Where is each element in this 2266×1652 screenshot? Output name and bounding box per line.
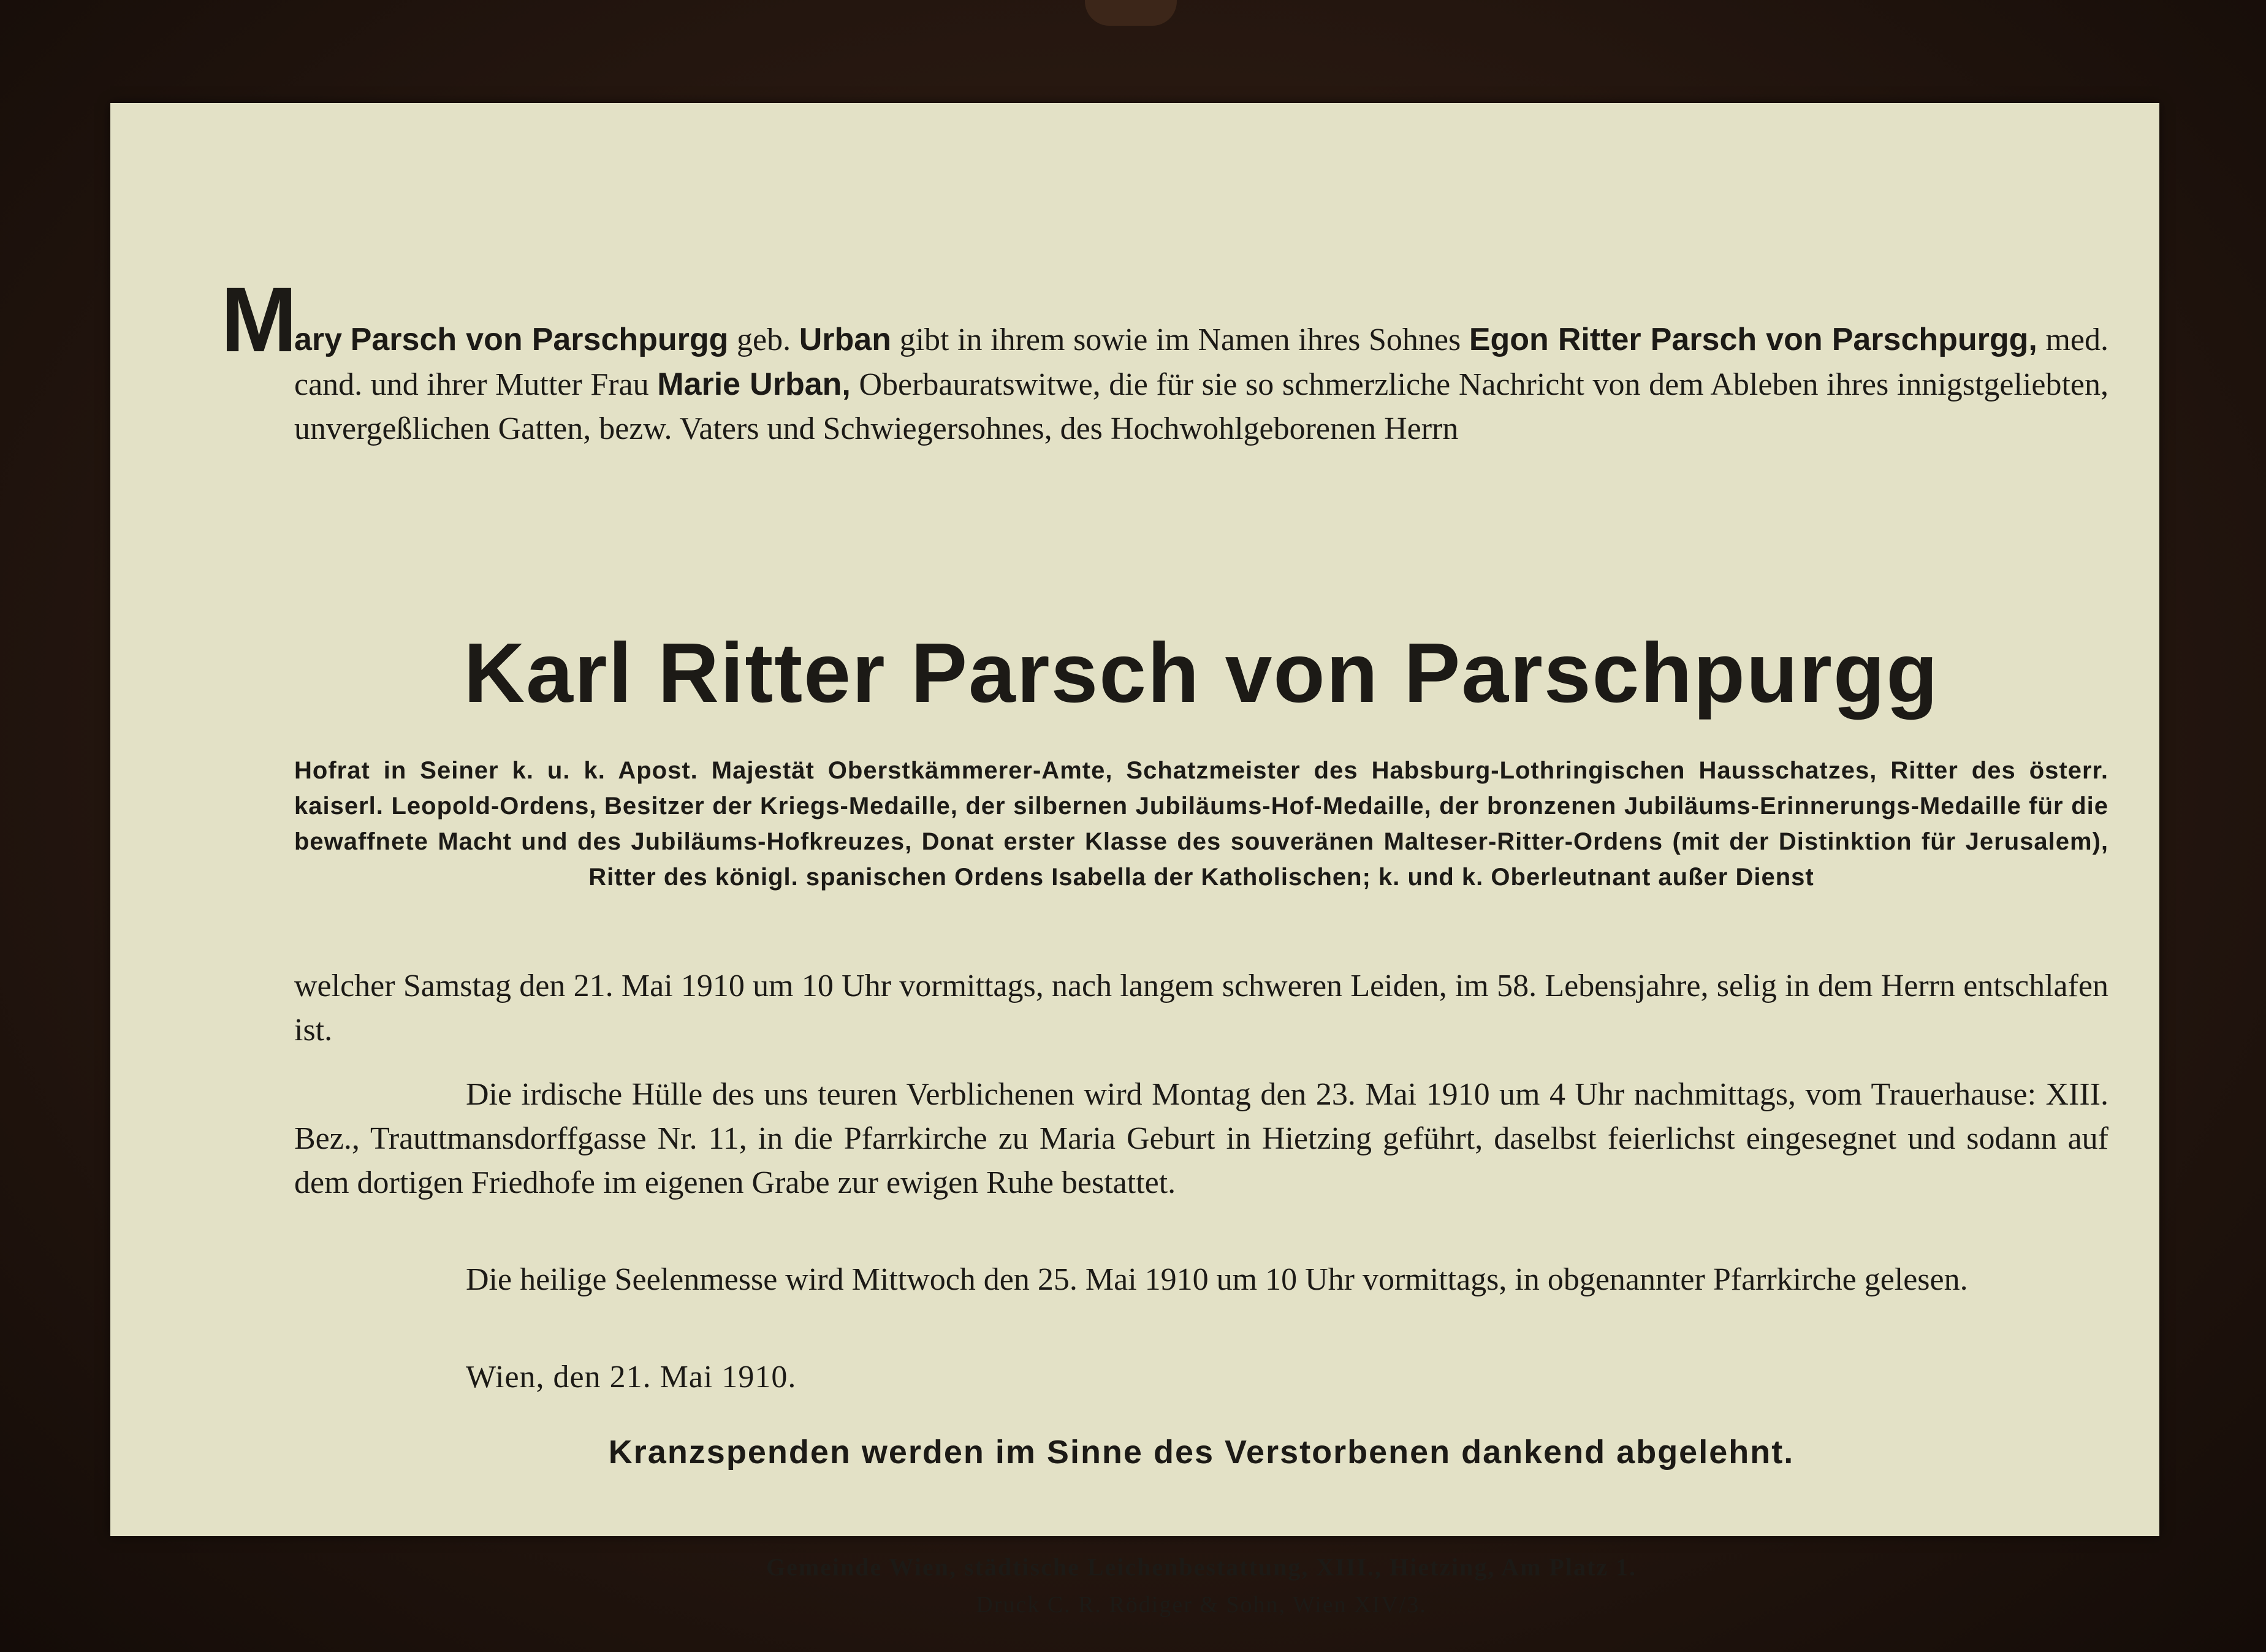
intro-text-4: Oberbauratswitwe, die für sie so schmerzliche Nachricht von dem Ableben ihres innigstgeliebten, unvergeßlichen Gatten, bezw. Vaters und Schwiegersohnes, des Hochwohlgeborenen Herrn — [294, 367, 2108, 446]
intro-text-3: med. cand. und ihrer Mutter Frau — [294, 322, 2109, 402]
undertaker-line: Gemeinde Wien, städtische Leichenbestattung, XIII., Hietzing, Am Platz 1. — [766, 1553, 1637, 1581]
death-paragraph: welcher Samstag den 21. Mai 1910 um 10 Uhr vormittags, nach langem schweren Leiden, im 58. Lebensjahre, selig in dem Herrn entschlafen ist. — [294, 969, 2108, 1048]
maiden-name: Urban — [799, 322, 891, 357]
mother-name: Marie Urban, — [657, 367, 851, 402]
wreath-note: Kranzspenden werden im Sinne des Verstorbenen dankend abgelehnt. — [608, 1434, 1795, 1471]
place-date: Wien, den 21. Mai 1910. — [466, 1360, 797, 1395]
mass-paragraph: Die heilige Seelenmesse wird Mittwoch den 25. Mai 1910 um 10 Uhr vormittags, in obgenannter Pfarrkirche gelesen. — [466, 1262, 1968, 1297]
intro-text-2: gibt in ihrem sowie im Namen ihres Sohnes — [891, 322, 1469, 357]
frame-top-ornament — [1085, 0, 1177, 26]
printer-line: Druck C. R. Rödiger & Sohn, Wien XIV/3. — [976, 1592, 1427, 1618]
widow-name: Parsch von Parschpurgg — [350, 322, 729, 357]
drop-cap: M — [221, 268, 294, 371]
intro-rest: ary — [294, 322, 343, 357]
deceased-name: Karl Ritter Parsch von Parschpurgg — [463, 626, 1939, 720]
deceased-titles: Hofrat in Seiner k. u. k. Apost. Majestät Oberstkämmerer-Amte, Schatzmeister des Habsburg-Lothringischen Hausschatzes, Ritter des österr. kaiserl. Leopold-Ordens, Besitzer der Kriegs-Medaille, der silbernen Jubiläums-Hof-Medaille, der bronzenen Jubiläums-Erinnerungs-Medaille für die bewaffnete Macht und des Jubiläums-Hofkreuzes, Donat erster Klasse des souveränen Malteser-Ritter-Ordens (mit der Distinktion für Jerusalem), Ritter des königl. spanischen Ordens Isabella der Katholischen; k. und k. Oberleutnant außer Dienst — [294, 757, 2108, 891]
intro-paragraph — [294, 318, 2108, 451]
funeral-paragraph: Die irdische Hülle des uns teuren Verblichenen wird Montag den 23. Mai 1910 um 4 Uhr nachmittags, vom Trauerhause: XIII. Bez., Trauttmansdorffgasse Nr. 11, in die Pfarrkirche zu Maria Geburt in Hietzing geführt, daselbst feierlichst eingesegnet und sodann auf dem dortigen Friedhofe im eigenen Grabe zur ewigen Ruhe bestattet. — [294, 1077, 2108, 1200]
death-notice-card — [110, 103, 2159, 1618]
intro-text-1: geb. — [728, 322, 799, 357]
son-name: Egon Ritter Parsch von Parschpurgg, — [1469, 322, 2037, 357]
